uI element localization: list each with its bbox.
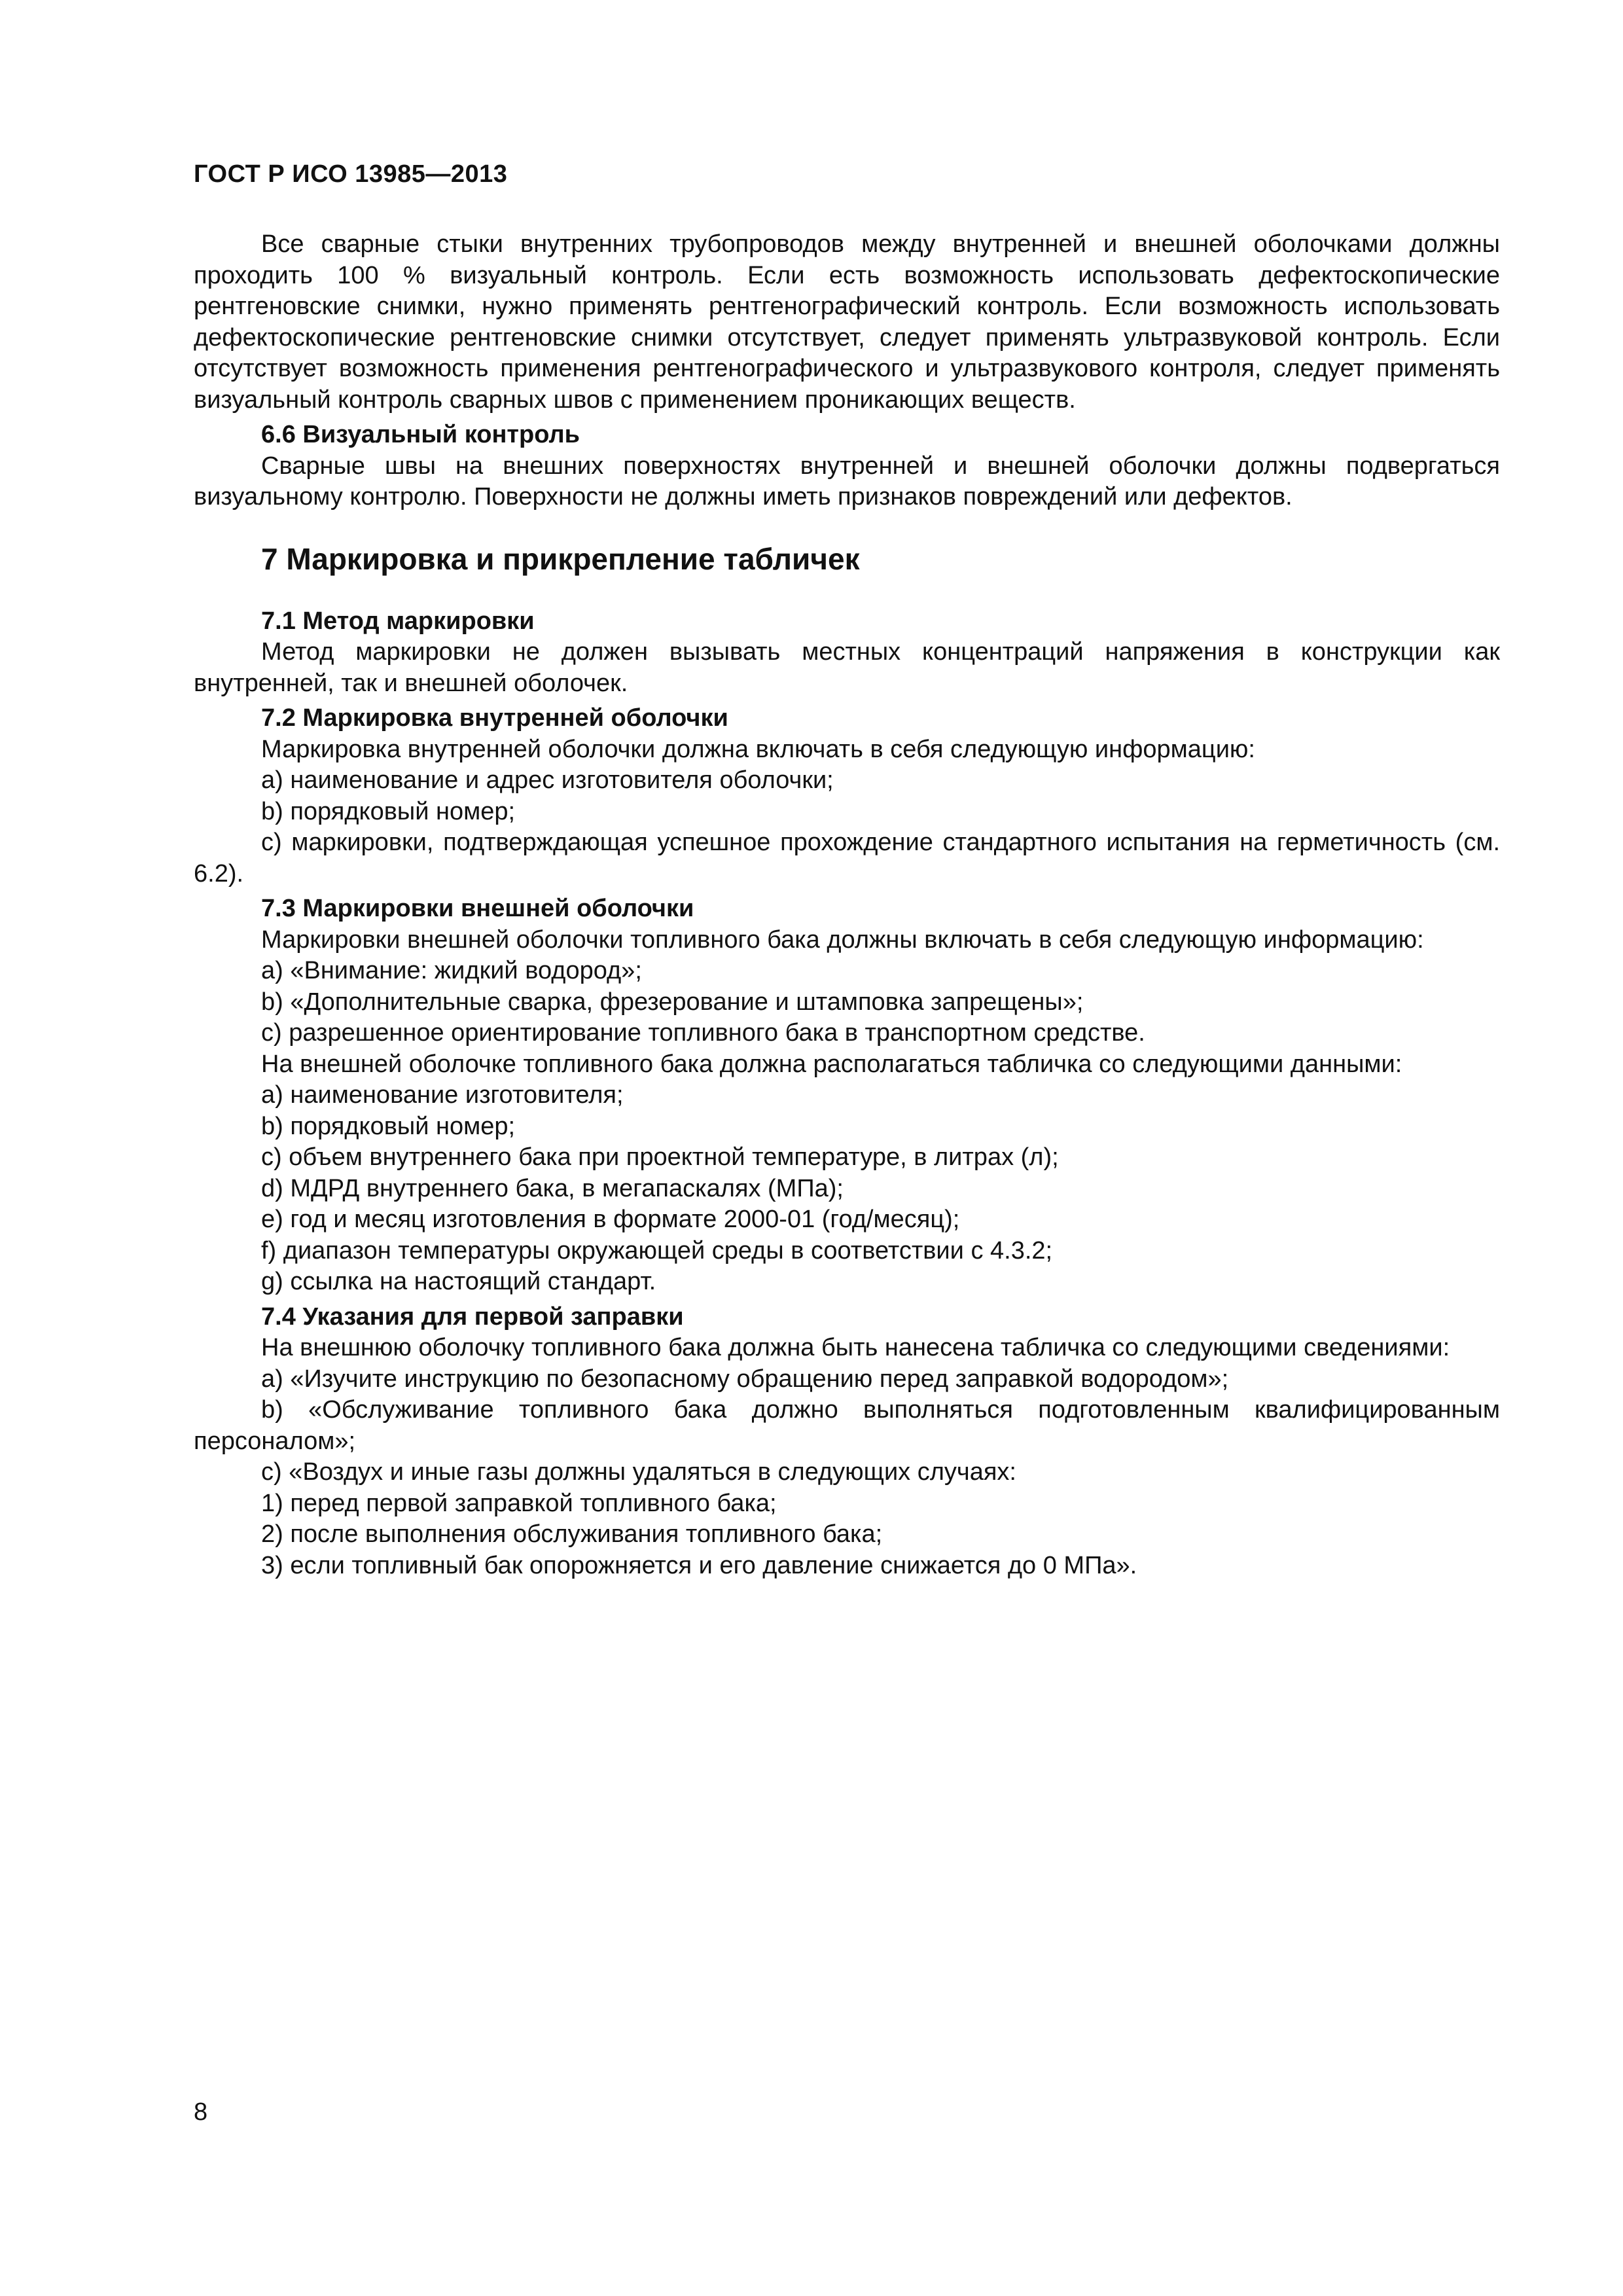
list-item: c) разрешенное ориентирование топливного бака в транспортном средстве. bbox=[261, 1019, 1145, 1047]
list-item: b) «Дополнительные сварка, фрезерование и штамповка запрещены»; bbox=[261, 988, 1084, 1016]
document-body bbox=[194, 229, 1500, 1581]
section-heading-7-3: 7.3 Маркировки внешней оболочки bbox=[261, 895, 694, 922]
list-item: a) наименование изготовителя; bbox=[261, 1081, 624, 1109]
list-item: a) «Изучите инструкцию по безопасному обращению перед заправкой водородом»; bbox=[261, 1365, 1229, 1393]
section-heading-7-4: 7.4 Указания для первой заправки bbox=[261, 1302, 684, 1331]
paragraph-7-2-intro: Маркировка внутренней оболочки должна включать в себя следующую информацию: bbox=[261, 735, 1255, 763]
list-item: 3) если топливный бак опорожняется и его давление снижается до 0 МПа». bbox=[261, 1551, 1137, 1579]
list-item: a) наименование и адрес изготовителя оболочки; bbox=[261, 766, 834, 794]
section-heading-7: 7 Маркировка и прикрепление табличек bbox=[261, 541, 860, 576]
list-item: b) «Обслуживание топливного бака должно выполняться подготовленным квалифицированным персоналом»; bbox=[194, 1396, 1500, 1455]
list-item: 2) после выполнения обслуживания топливного бака; bbox=[261, 1520, 883, 1548]
list-item: b) порядковый номер; bbox=[261, 1112, 516, 1140]
list-item: b) порядковый номер; bbox=[261, 797, 516, 825]
paragraph-6-6: Сварные швы на внешних поверхностях внутренней и внешней оболочки должны подвергаться визуальному контролю. Поверхности не должны иметь признаков повреждений или дефектов. bbox=[194, 452, 1500, 511]
section-heading-6-6: 6.6 Визуальный контроль bbox=[261, 421, 580, 448]
list-item: d) МДРД внутреннего бака, в мегапаскалях (МПа); bbox=[261, 1174, 844, 1202]
paragraph-7-4-intro: На внешнюю оболочку топливного бака должна быть нанесена табличка со следующими сведениями: bbox=[261, 1334, 1450, 1361]
document-code-header: ГОСТ Р ИСО 13985—2013 bbox=[194, 160, 508, 188]
list-item: g) ссылка на настоящий стандарт. bbox=[261, 1268, 656, 1295]
list-item: 1) перед первой заправкой топливного бака; bbox=[261, 1489, 777, 1517]
paragraph-7-3-intro: Маркировки внешней оболочки топливного бака должны включать в себя следующую информацию: bbox=[261, 925, 1424, 954]
paragraph-7-3-plate: На внешней оболочке топливного бака должна располагаться табличка со следующими данными: bbox=[261, 1050, 1402, 1078]
list-item: f) диапазон температуры окружающей среды в соответствии с 4.3.2; bbox=[261, 1236, 1053, 1265]
section-heading-7-1: 7.1 Метод маркировки bbox=[261, 607, 535, 635]
list-item: c) объем внутреннего бака при проектной температуре, в литрах (л); bbox=[261, 1143, 1059, 1171]
section-heading-7-2: 7.2 Маркировка внутренней оболочки bbox=[261, 704, 728, 732]
list-item: a) «Внимание: жидкий водород»; bbox=[261, 957, 642, 984]
list-item: c) «Воздух и иные газы должны удаляться в следующих случаях: bbox=[261, 1458, 1016, 1486]
paragraph-7-1: Метод маркировки не должен вызывать местных концентраций напряжения в конструкции как внутренней, так и внешней оболочек. bbox=[194, 638, 1500, 697]
page-number: 8 bbox=[194, 2098, 208, 2126]
list-item: c) маркировки, подтверждающая успешное прохождение стандартного испытания на герметичность (см. 6.2). bbox=[194, 829, 1500, 888]
paragraph-weld-inspection: Все сварные стыки внутренних трубопроводов между внутренней и внешней оболочками должны проходить 100 % визуальный контроль. Если есть возможность использовать дефектоскопические рентгеновские снимки, нужно применять рентгенографический контроль. Если возможность использовать дефектоскопические рентгеновские снимки отсутствует, следует применять ультразвуковой контроль. Если отсутствует возможность применения рентгенографического и ультразвукового контроля, следует применять визуальный контроль сварных швов с применением проникающих веществ. bbox=[194, 230, 1500, 414]
list-item: e) год и месяц изготовления в формате 2000-01 (год/месяц); bbox=[261, 1206, 960, 1233]
